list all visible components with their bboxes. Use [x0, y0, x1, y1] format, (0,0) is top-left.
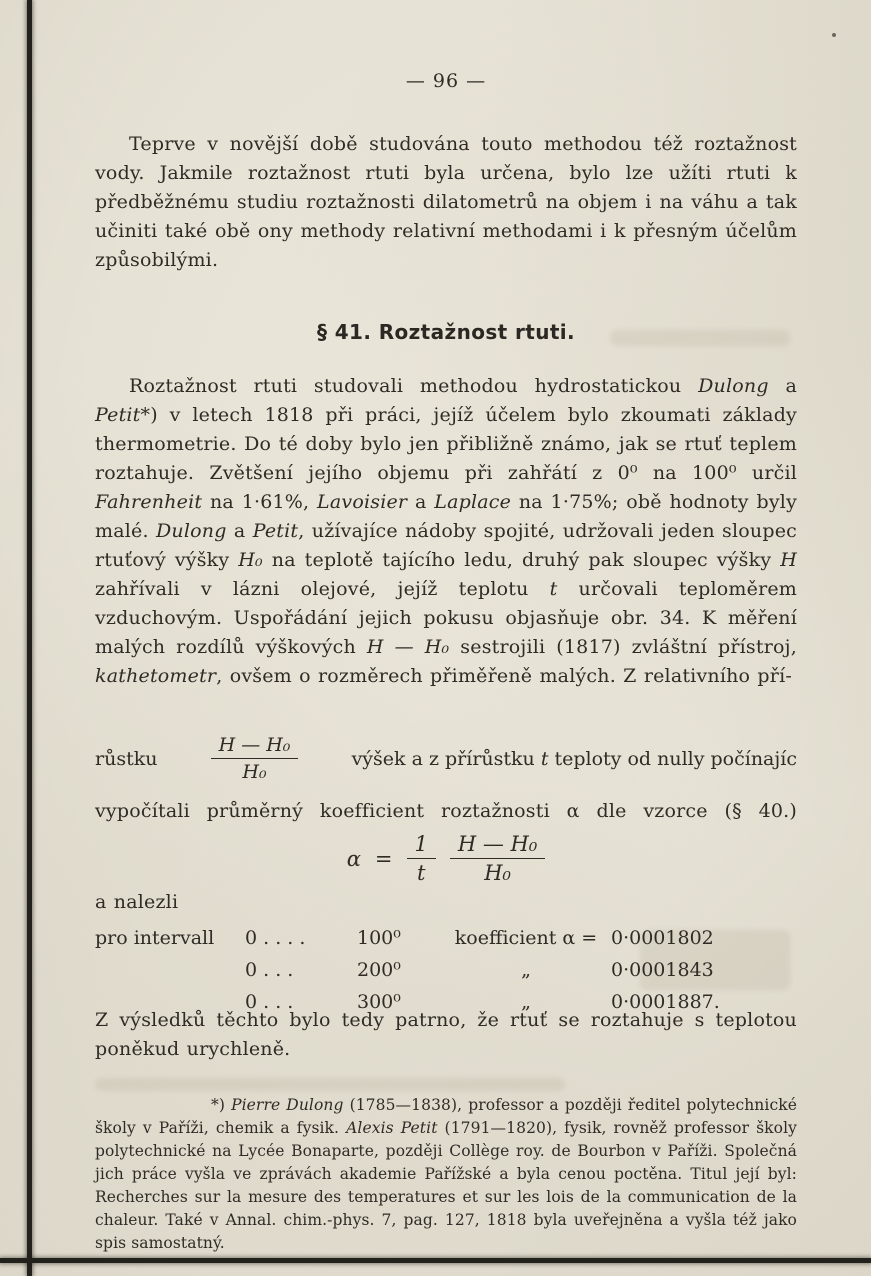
footnote	[95, 1094, 797, 1255]
inline-fraction-line	[95, 734, 797, 783]
page-number: — 96 —	[405, 70, 487, 92]
equals-sign: =	[374, 846, 393, 871]
scan-speck-artifact	[832, 33, 836, 37]
coefficient-value: 0·0001802	[611, 927, 714, 949]
text-run: , užívajíce nádoby spojité, udržovali jeden sloupec rtuťový výšky	[95, 520, 797, 571]
text-run: sestrojili (1817) zvláštní přístroj,	[449, 636, 797, 658]
text-run: teploty od nully počínajíc	[548, 747, 797, 770]
scientist-name-dulong: Dulong	[698, 375, 769, 397]
variable-h: H	[780, 549, 797, 571]
term-kathetometr: kathetometr	[95, 665, 217, 687]
table-row	[95, 954, 797, 986]
text-run: na 1·75%; obě hodnoty byly malé.	[95, 491, 797, 542]
relative-increase-fraction	[211, 734, 299, 783]
fraction-numerator: H — H₀	[211, 734, 299, 759]
alpha-coefficient-formula	[95, 832, 797, 885]
scientist-name-pierre-dulong: Pierre Dulong	[231, 1096, 344, 1114]
scientist-name-dulong: Dulong	[156, 520, 227, 542]
interval-label: pro intervall	[95, 927, 215, 949]
variable-h0: H₀	[238, 549, 263, 571]
interval-label	[95, 954, 245, 986]
variable-t: t	[540, 747, 549, 770]
a-nalezli-line: a nalezli	[95, 891, 179, 913]
paragraph-conclusion: Z výsledků těchto bylo tedy patrno, že rtuť se roztahuje s teplotou poněkud urychleně.	[95, 1009, 797, 1060]
coefficient-value: 0·0001887.	[611, 991, 720, 1013]
text-run: na teplotě tajícího ledu, druhý pak sloupec výšky	[262, 549, 781, 571]
coefficient-value: 0·0001843	[611, 959, 714, 981]
text-run: *) v letech 1818 při práci, jejíž účelem bylo zkoumati základy thermometrie. Do té doby bylo jen přibližně známo, jak se rtuť teplem roztahuje. Zvětšení jejího objemu při zahřátí z 0⁰ na 100⁰ určil	[95, 404, 797, 484]
text-run: , ovšem o rozměrech přiměřeně malých. Z relativního pří-	[216, 665, 792, 687]
paragraph-intro: Teprve v novější době studována touto methodou též roztažnost vody. Jakmile roztažnost rtuti byla určena, bylo lze užíti rtuti k předběžnému studiu roztažnosti dilatometrů na objem i na váhu a tak učiniti také obě ony methody relativní methodami i k přesným účelům způsobilými.	[95, 133, 797, 271]
variable-t: t	[549, 578, 558, 600]
text-run: a	[407, 491, 435, 513]
text-run: na 1·61%,	[202, 491, 318, 513]
text-run: výšek a z přírůstku	[351, 747, 541, 770]
height-difference-fraction	[450, 832, 545, 885]
one-over-t-fraction	[407, 832, 436, 885]
table-row	[95, 922, 797, 954]
ditto-mark: „	[521, 991, 531, 1013]
scan-bottom-edge	[0, 1258, 871, 1263]
text-run: a	[768, 375, 797, 397]
text-run	[352, 748, 797, 770]
text-run: zahřívali v lázni olejové, jejíž teplotu	[95, 578, 550, 600]
footnote-marker: *)	[211, 1096, 232, 1114]
section-heading: § 41. Roztažnost rtuti.	[316, 320, 576, 344]
ink-bleed-artifact	[95, 1078, 565, 1091]
scientist-name-alexis-petit: Alexis Petit	[346, 1119, 438, 1137]
scientist-name-laplace: Laplace	[434, 491, 512, 513]
fraction-numerator: H — H₀	[450, 832, 545, 859]
fraction-numerator: 1	[407, 832, 436, 859]
text-run: a	[226, 520, 253, 542]
scientist-name-petit: Petit	[95, 404, 141, 426]
interval-from: 0 . . .	[245, 959, 294, 981]
text-run: (1791—1820), fysik, rovněž professor školy polytechnické na Lycée Bonaparte, později Collège roy. de Bourbon v Paříži. Společná jich práce vyšla ve zprávách akademie Pařížské a byla cenou poctěna. Titul její byl: Recherches sur la mesure des temperatures et sur les lois de la communication de la chaleur. Také v Annal. chim.-phys. 7, pag. 127, 1818 byla uveřejněna a vyšla též jako spis samostatný.	[95, 1119, 797, 1252]
coefficient-table	[95, 922, 797, 1018]
coefficient-label: koefficient α =	[454, 927, 598, 949]
variable-h-minus-h0: H — H₀	[366, 636, 450, 658]
ditto-mark: „	[521, 959, 531, 981]
scientist-name-lavoisier: Lavoisier	[317, 491, 408, 513]
scientist-name-petit: Petit	[252, 520, 299, 542]
fraction-denominator: H₀	[484, 861, 511, 885]
fraction-denominator: t	[416, 861, 426, 885]
text-run: Roztažnost rtuti studovali methodou hydrostatickou	[129, 375, 699, 397]
interval-to: 100⁰	[357, 927, 401, 949]
interval-from: 0 . . . .	[245, 927, 306, 949]
scientist-name-fahrenheit: Fahrenheit	[95, 491, 203, 513]
scan-left-edge	[27, 0, 32, 1276]
paragraph-main-end: vypočítali průměrný koefficient roztažnosti α dle vzorce (§ 40.)	[95, 800, 797, 822]
text-run: určovali teploměrem vzduchovým. Uspořádání jejich pokusu objasňuje obr. 34. K měření malých rozdílů výškových	[95, 578, 798, 658]
text-run: růstku	[95, 747, 158, 770]
alpha-symbol: α	[346, 846, 361, 871]
fraction-denominator: H₀	[242, 761, 267, 783]
paragraph-main	[95, 372, 797, 691]
interval-from: 0 . . .	[245, 991, 294, 1013]
interval-to: 200⁰	[357, 959, 401, 981]
text-run: (1785—1838), professor a později ředitel polytechnické školy v Paříži, chemik a fysik.	[95, 1096, 797, 1137]
interval-to: 300⁰	[357, 991, 401, 1013]
